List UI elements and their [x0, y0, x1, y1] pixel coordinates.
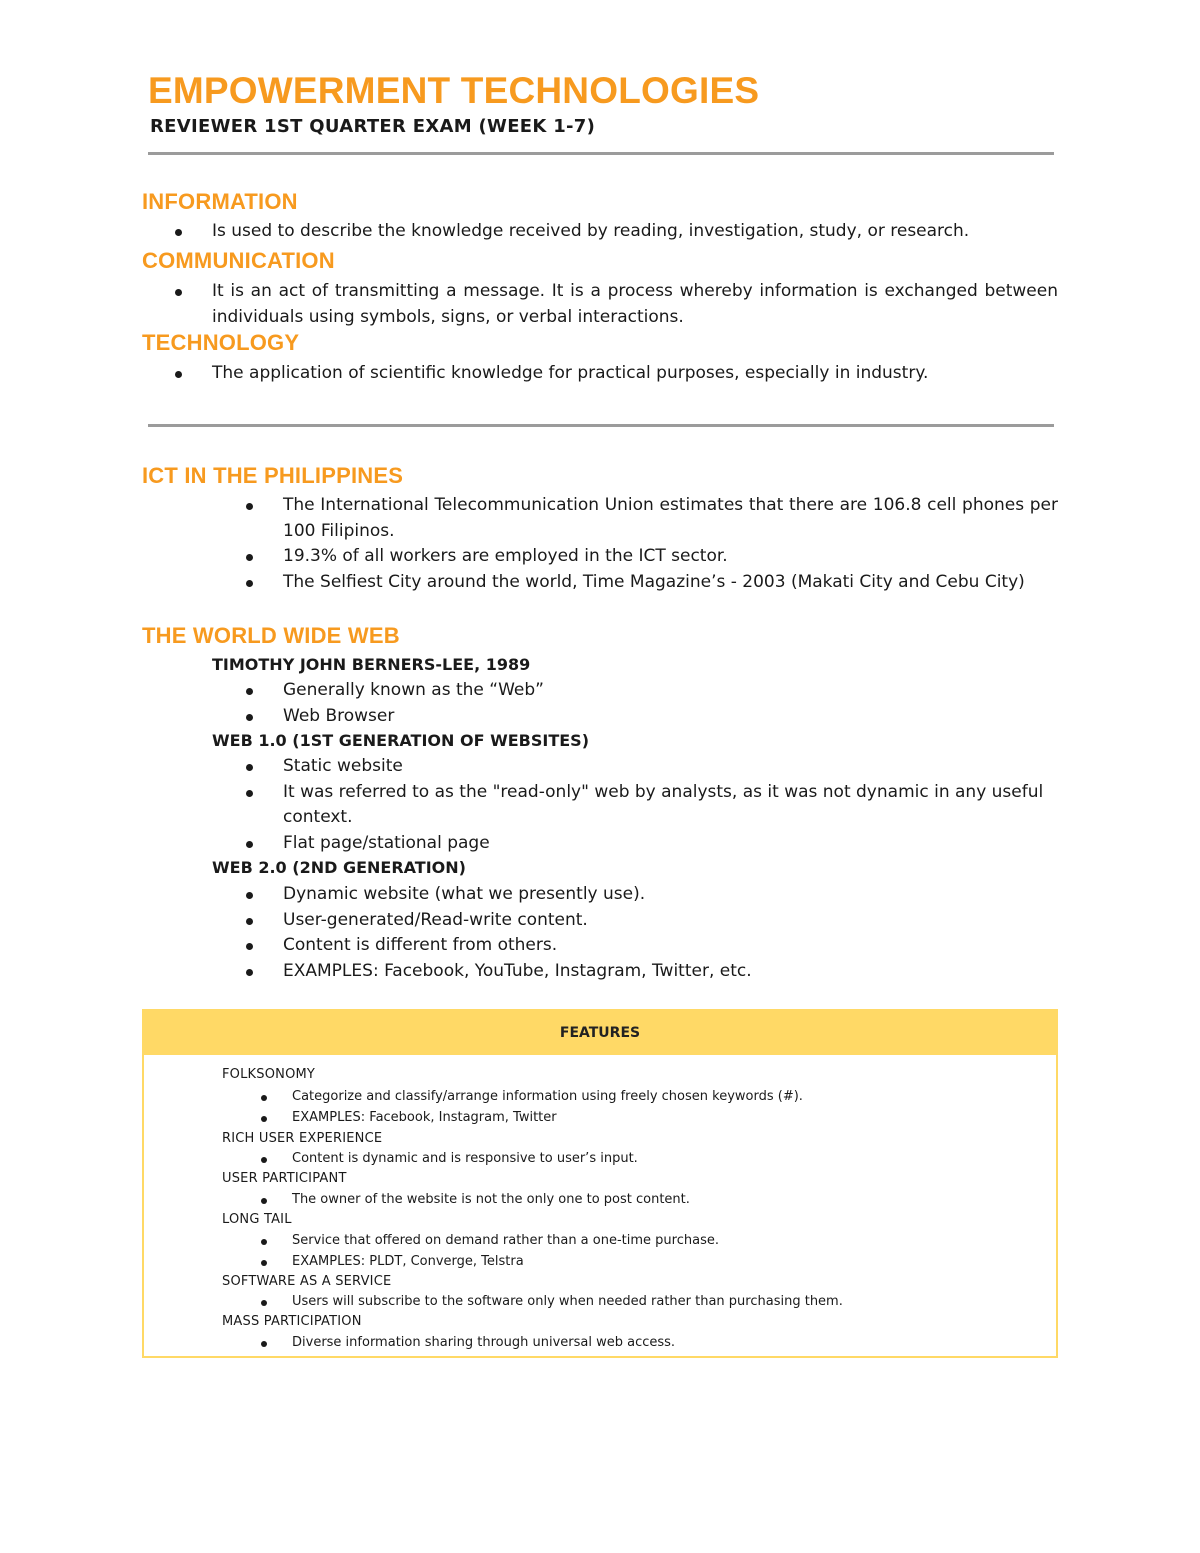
heading-communication: COMMUNICATION: [142, 248, 335, 273]
bullet-icon: [246, 969, 253, 976]
bullet-icon: [246, 580, 253, 587]
bullet-icon: [246, 841, 253, 848]
list-item: User-generated/Read-write content.: [283, 908, 1058, 934]
berners-lee-list: [283, 678, 1058, 729]
list-item: Service that offered on demand rather than a one-time purchase.: [292, 1231, 1032, 1252]
bullet-icon: [246, 943, 253, 950]
list-item: Web Browser: [283, 704, 1058, 730]
list-item: 19.3% of all workers are employed in the ICT sector.: [283, 544, 1058, 570]
bullet-icon: [175, 229, 182, 236]
list-item: EXAMPLES: PLDT, Converge, Telstra: [292, 1252, 1032, 1273]
web-2-list: [283, 882, 1058, 984]
heading-ict-philippines: ICT IN THE PHILIPPINES: [142, 463, 404, 488]
list-item: Content is dynamic and is responsive to user’s input.: [292, 1149, 1032, 1170]
heading-world-wide-web: THE WORLD WIDE WEB: [142, 623, 400, 648]
list-item: EXAMPLES: Facebook, YouTube, Instagram, Twitter, etc.: [283, 959, 1058, 985]
ict-list: [283, 493, 1058, 595]
bullet-icon: [261, 1300, 267, 1306]
bullet-icon: [175, 289, 182, 296]
subheading-web-1: WEB 1.0 (1ST GENERATION OF WEBSITES): [212, 731, 590, 750]
list-item: The owner of the website is not the only one to post content.: [292, 1190, 1032, 1211]
list-item: Diverse information sharing through universal web access.: [292, 1333, 1032, 1354]
bullet-icon: [246, 554, 253, 561]
folksonomy-list: [292, 1087, 1032, 1128]
feature-term-folksonomy: FOLKSONOMY: [222, 1067, 316, 1082]
divider-top: [148, 152, 1054, 155]
features-table: [142, 1009, 1058, 1358]
list-item: It is an act of transmitting a message. It is a process whereby information is exchanged between individuals using symbols, signs, or verbal interactions.: [212, 279, 1058, 330]
document-title: EMPOWERMENT TECHNOLOGIES: [148, 70, 760, 111]
bullet-icon: [261, 1198, 267, 1204]
bullet-icon: [261, 1157, 267, 1163]
list-item: Content is different from others.: [283, 933, 1058, 959]
heading-technology: TECHNOLOGY: [142, 330, 300, 355]
subheading-web-2: WEB 2.0 (2ND GENERATION): [212, 858, 466, 877]
list-item: Dynamic website (what we presently use).: [283, 882, 1058, 908]
feature-term-software-as-a-service: SOFTWARE AS A SERVICE: [222, 1274, 392, 1289]
bullet-icon: [261, 1239, 267, 1245]
list-item: Flat page/stational page: [283, 831, 1058, 857]
feature-term-long-tail: LONG TAIL: [222, 1212, 292, 1227]
information-list: [212, 219, 1058, 245]
list-item: The International Telecommunication Union estimates that there are 106.8 cell phones per 100 Filipinos.: [283, 493, 1058, 544]
bullet-icon: [246, 688, 253, 695]
feature-term-user-participant: USER PARTICIPANT: [222, 1171, 347, 1186]
bullet-icon: [261, 1341, 267, 1347]
document-subtitle: REVIEWER 1ST QUARTER EXAM (WEEK 1-7): [150, 116, 596, 137]
list-item: It was referred to as the "read-only" web by analysts, as it was not dynamic in any useful context.: [283, 780, 1058, 831]
list-item: Static website: [283, 754, 1058, 780]
feature-term-mass-participation: MASS PARTICIPATION: [222, 1314, 362, 1329]
divider-middle: [148, 424, 1054, 427]
rich-user-experience-list: [292, 1149, 1032, 1170]
list-item: EXAMPLES: Facebook, Instagram, Twitter: [292, 1108, 1032, 1129]
long-tail-list: [292, 1231, 1032, 1272]
list-item: The application of scientific knowledge for practical purposes, especially in industry.: [212, 361, 1058, 387]
technology-list: [212, 361, 1058, 387]
features-header: FEATURES: [144, 1011, 1056, 1055]
feature-term-rich-user-experience: RICH USER EXPERIENCE: [222, 1131, 383, 1146]
list-item: Generally known as the “Web”: [283, 678, 1058, 704]
web-1-list: [283, 754, 1058, 856]
software-as-a-service-list: [292, 1292, 1032, 1313]
list-item: Is used to describe the knowledge received by reading, investigation, study, or research.: [212, 219, 1058, 245]
list-item: The Selfiest City around the world, Time Magazine’s - 2003 (Makati City and Cebu City): [283, 570, 1058, 596]
list-item: Categorize and classify/arrange information using freely chosen keywords (#).: [292, 1087, 1032, 1108]
bullet-icon: [246, 892, 253, 899]
heading-information: INFORMATION: [142, 189, 298, 214]
bullet-icon: [246, 764, 253, 771]
bullet-icon: [246, 790, 253, 797]
bullet-icon: [261, 1116, 267, 1122]
communication-list: [212, 279, 1058, 330]
user-participant-list: [292, 1190, 1032, 1211]
bullet-icon: [246, 503, 253, 510]
bullet-icon: [246, 918, 253, 925]
bullet-icon: [175, 371, 182, 378]
list-item: Users will subscribe to the software only when needed rather than purchasing them.: [292, 1292, 1032, 1313]
bullet-icon: [261, 1095, 267, 1101]
bullet-icon: [261, 1260, 267, 1266]
subheading-berners-lee: TIMOTHY JOHN BERNERS-LEE, 1989: [212, 655, 531, 674]
bullet-icon: [246, 714, 253, 721]
mass-participation-list: [292, 1333, 1032, 1354]
